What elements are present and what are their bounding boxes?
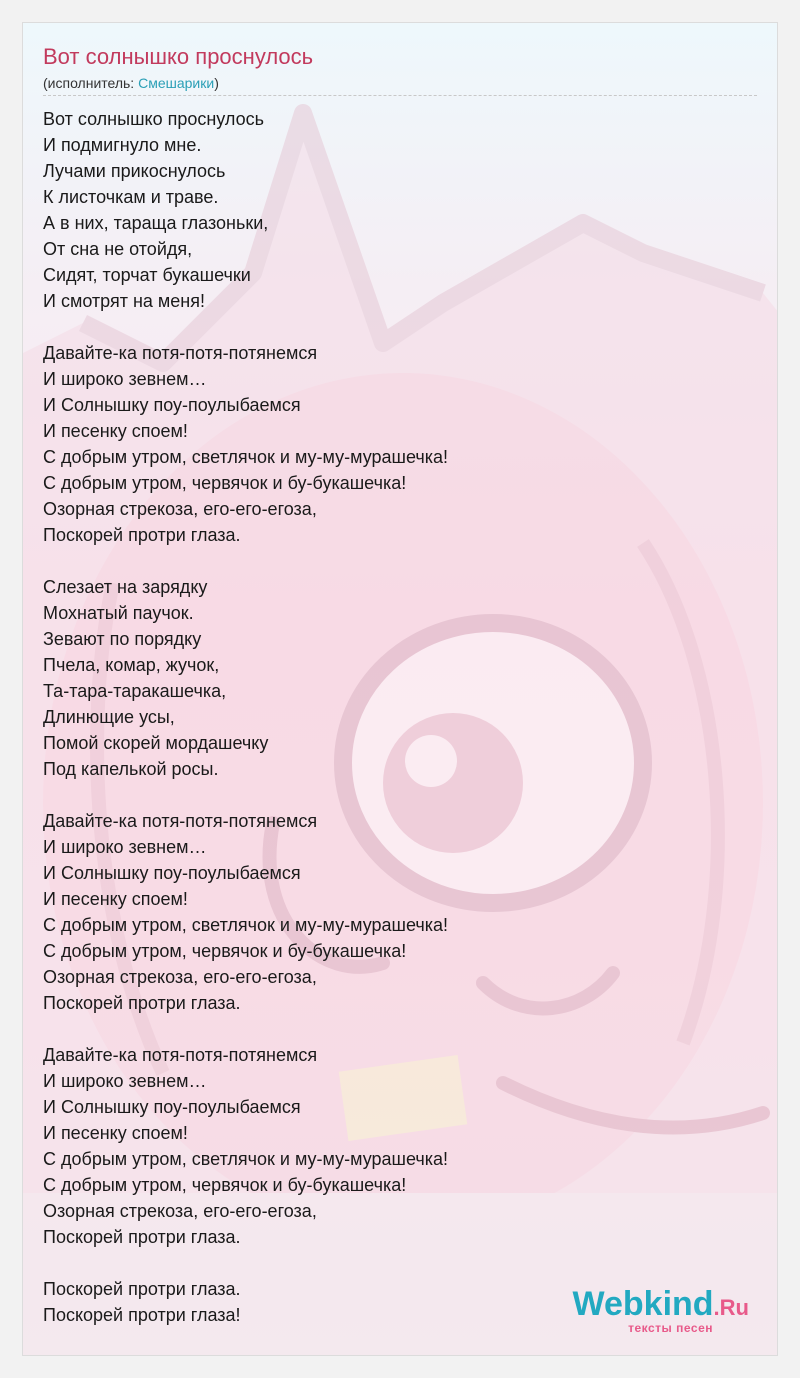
- lyric-line: Озорная стрекоза, его-его-егоза,: [43, 967, 317, 987]
- lyric-line: И подмигнуло мне.: [43, 135, 202, 155]
- lyric-line: Слезает на зарядку: [43, 577, 208, 597]
- lyric-line: С добрым утром, червячок и бу-букашечка!: [43, 473, 407, 493]
- lyric-line: Поскорей протри глаза.: [43, 1279, 241, 1299]
- lyric-line: Сидят, торчат букашечки: [43, 265, 251, 285]
- lyric-line: К листочкам и траве.: [43, 187, 219, 207]
- logo-tagline: тексты песен: [628, 1321, 713, 1335]
- artist-prefix: (исполнитель:: [43, 75, 139, 91]
- song-title: Вот солнышко проснулось: [43, 44, 314, 69]
- lyric-line: С добрым утром, червячок и бу-букашечка!: [43, 1175, 407, 1195]
- lyric-line: С добрым утром, светлячок и му-му-мурашечка!: [43, 447, 449, 467]
- lyrics-stanza: [43, 574, 757, 782]
- lyric-line: А в них, тараща глазоньки,: [43, 213, 269, 233]
- lyric-line: Поскорей протри глаза.: [43, 525, 241, 545]
- lyric-line: И Солнышку поу-поулыбаемся: [43, 863, 301, 883]
- lyric-line: Поскорей протри глаза.: [43, 993, 241, 1013]
- lyric-line: И смотрят на меня!: [43, 291, 205, 311]
- artist-suffix: ): [214, 75, 219, 91]
- logo-domain-text: .Ru: [713, 1295, 749, 1320]
- lyric-line: Длинющие усы,: [43, 707, 175, 727]
- lyric-line: С добрым утром, светлячок и му-му-мурашечка!: [43, 915, 449, 935]
- lyric-line: И Солнышку поу-поулыбаемся: [43, 395, 301, 415]
- artist-line: [43, 73, 757, 96]
- lyric-line: Поскорей протри глаза.: [43, 1227, 241, 1247]
- lyric-line: Вот солнышко проснулось: [43, 109, 265, 129]
- lyric-line: Озорная стрекоза, его-его-егоза,: [43, 499, 317, 519]
- lyric-line: Под капелькой росы.: [43, 759, 219, 779]
- lyric-line: Та-тара-таракашечка,: [43, 681, 227, 701]
- lyric-line: И широко зевнем…: [43, 369, 207, 389]
- lyric-line: Мохнатый паучок.: [43, 603, 194, 623]
- lyric-line: И Солнышку поу-поулыбаемся: [43, 1097, 301, 1117]
- lyric-line: С добрым утром, светлячок и му-му-мурашечка!: [43, 1149, 449, 1169]
- lyric-line: Давайте-ка потя-потя-потянемся: [43, 1045, 318, 1065]
- lyric-line: От сна не отойдя,: [43, 239, 193, 259]
- lyric-line: Давайте-ка потя-потя-потянемся: [43, 811, 318, 831]
- lyric-line: Зевают по порядку: [43, 629, 202, 649]
- lyrics-content: [43, 43, 757, 1354]
- lyric-line: И песенку споем!: [43, 421, 188, 441]
- lyric-line: И песенку споем!: [43, 1123, 188, 1143]
- lyric-line: И широко зевнем…: [43, 837, 207, 857]
- lyric-line: С добрым утром, червячок и бу-букашечка!: [43, 941, 407, 961]
- lyrics-stanza: [43, 1042, 757, 1250]
- logo-wordmark: [573, 1287, 750, 1325]
- lyric-line: И широко зевнем…: [43, 1071, 207, 1091]
- lyric-line: И песенку споем!: [43, 889, 188, 909]
- lyrics-stanza: [43, 340, 757, 548]
- lyric-line: Поскорей протри глаза!: [43, 1305, 241, 1325]
- artist-link[interactable]: Смешарики: [138, 75, 215, 91]
- lyric-line: Помой скорей мордашечку: [43, 733, 269, 753]
- lyrics-stanza: [43, 106, 757, 314]
- lyrics-stanza: [43, 808, 757, 1016]
- lyrics-card: [22, 22, 778, 1356]
- lyric-line: Пчела, комар, жучок,: [43, 655, 220, 675]
- lyrics-body: [43, 106, 757, 1328]
- logo-main-text: Webkind: [572, 1285, 714, 1323]
- lyric-line: Лучами прикоснулось: [43, 161, 226, 181]
- site-logo[interactable]: [573, 1287, 750, 1335]
- lyric-line: Озорная стрекоза, его-его-егоза,: [43, 1201, 317, 1221]
- lyric-line: Давайте-ка потя-потя-потянемся: [43, 343, 318, 363]
